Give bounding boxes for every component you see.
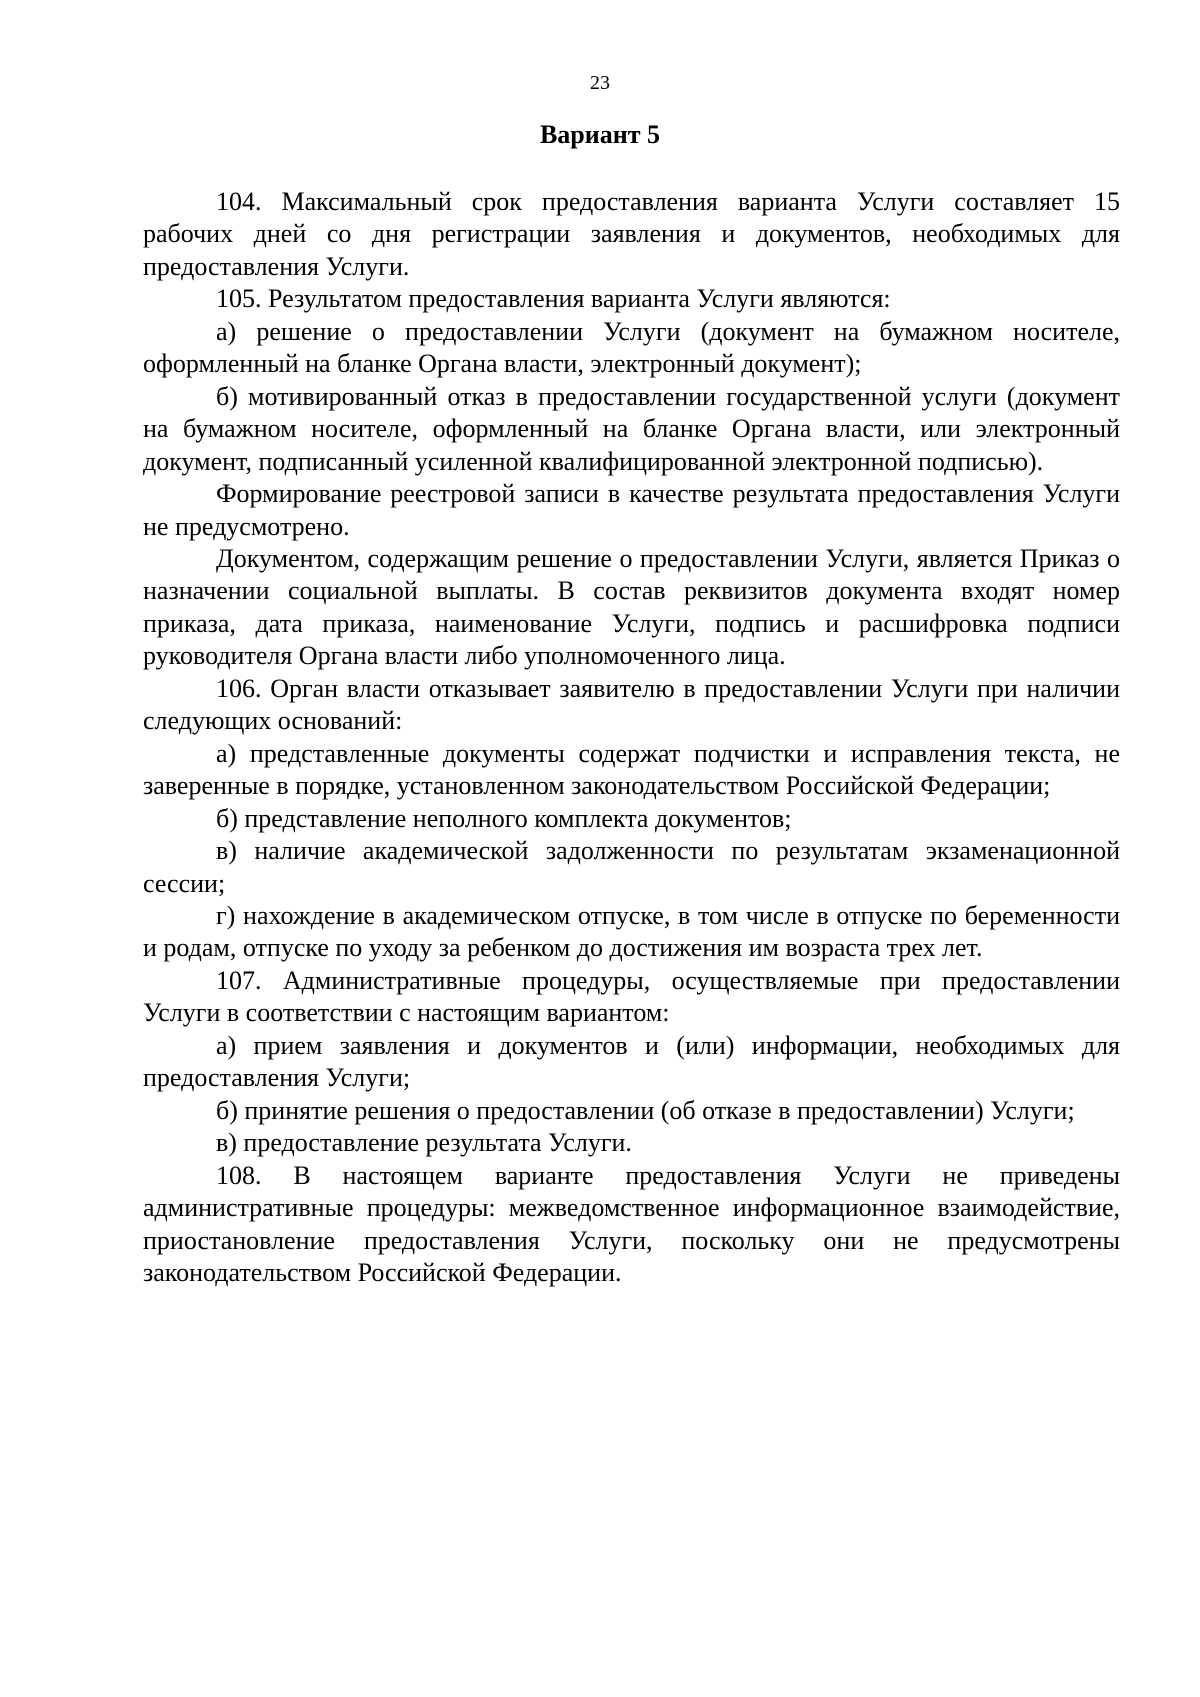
paragraph-107-v: в) предоставление результата Услуги. [216, 1128, 632, 1158]
paragraph-108: 108. В настоящем варианте предоставления Услуги не приведены административные процедуры: межведомственное информационное взаимодействие, приостановление предоставления Услуги, поскольку они не предусмотрены законодательством Российской Федерации. [143, 1160, 1120, 1287]
paragraph-decision-document: Документом, содержащим решение о предоставлении Услуги, является Приказ о назначении социальной выплаты. В состав реквизитов документа входят номер приказа, дата приказа, наименование Услуги, подпись и расшифровка подписи руководителя Органа власти либо уполномоченного лица. [143, 543, 1120, 671]
paragraph-106: 106. Орган власти отказывает заявителю в предоставлении Услуги при наличии следующих оснований: [143, 673, 1120, 736]
paragraph-registry-record: Формирование реестровой записи в качестве результата предоставления Услуги не предусмотрено. [143, 479, 1120, 541]
paragraph-107-b: б) принятие решения о предоставлении (об отказе в предоставлении) Услуги; [216, 1095, 1075, 1125]
paragraph-106-a: а) представленные документы содержат подчистки и исправления текста, не заверенные в порядке, установленном законодательством Российской Федерации; [143, 738, 1120, 801]
paragraph-105-a: а) решение о предоставлении Услуги (документ на бумажном носителе, оформленный на бланке Органа власти, электронный документ); [143, 316, 1120, 379]
paragraph-105: 105. Результатом предоставления варианта Услуги являются: [216, 284, 891, 314]
paragraph-105-b: б) мотивированный отказ в предоставлении государственной услуги (документ на бумажном носителе, оформленный на бланке Органа власти, или электронный документ, подписанный усиленной квалифицированной электронной подписью). [143, 381, 1120, 476]
page-number: 23 [590, 72, 610, 94]
paragraph-107: 107. Административные процедуры, осуществляемые при предоставлении Услуги в соответствии с настоящим вариантом: [143, 965, 1120, 1028]
paragraph-106-g: г) нахождение в академическом отпуске, в том числе в отпуске по беременности и родам, отпуске по уходу за ребенком до достижения им возраста трех лет. [143, 900, 1120, 963]
paragraph-106-v: в) наличие академической задолженности по результатам экзаменационной сессии; [143, 836, 1120, 898]
section-title: Вариант 5 [539, 120, 661, 149]
paragraph-104: 104. Максимальный срок предоставления варианта Услуги составляет 15 рабочих дней со дня регистрации заявления и документов, необходимых для предоставления Услуги. [143, 187, 1120, 281]
document-body [143, 186, 1120, 1289]
paragraph-106-b: б) представление неполного комплекта документов; [216, 803, 792, 833]
paragraph-107-a: а) прием заявления и документов и (или) информации, необходимых для предоставления Услуги; [143, 1030, 1120, 1093]
